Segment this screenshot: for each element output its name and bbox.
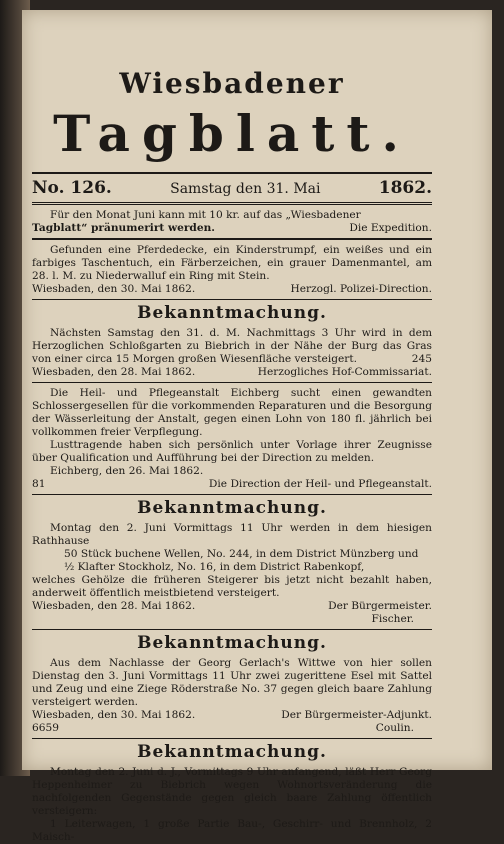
found-text: Gefunden eine Pferdedecke, ein Kinderstrumpf, ein weißes und ein farbiges Taschentuch, ein Färberzeichen, ein grauer Damenmantel, am 28. l. M. zu Niederwalluf ein Ring mit Stein. [32,244,432,282]
divider [32,299,432,300]
divider [32,382,432,383]
notice4-text: Montag den 2. Juni d. J., Vormittags 9 Uhr anfangend, läßt Herr Georg Heppenheimer zu Biebrich wegen Wohnortsveränderung die nachfolgenden Gegenstände gegen gleich baare Zahlung öffentlich versteigern: [32,766,432,817]
masthead-line2: Tagblatt. [53,104,411,163]
notice3-ref: 6659 [32,722,59,734]
notice1-sign: Herzogliches Hof-Commissariat. [257,366,432,378]
divider [32,494,432,495]
eichberg-notice [32,387,432,491]
notice3-text: Aus dem Nachlasse der Georg Gerlach's Wittwe von hier sollen Dienstag den 3. Juni Vormittags 11 Uhr zwei zugerittene Esel mit Sattel und Zeug und eine Ziege Röderstraße No. 37 gegen gleich baare Zahlung versteigert werden. [32,657,432,708]
notice1-place: Wiesbaden, den 28. Mai 1862. [32,366,196,378]
divider [32,238,432,240]
notice1-ref: 245 [411,353,432,365]
divider [32,738,432,739]
notice1-text: Nächsten Samstag den 31. d. M. Nachmittags 3 Uhr wird in dem Herzoglichen Schloßgarten zu Biebrich in der Nähe der Burg das Gras von einer circa 15 Morgen großen Wiesenfläche versteigert. [32,327,432,365]
subscription-notice [32,209,432,235]
found-place: Wiesbaden, den 30. Mai 1862. [32,283,196,295]
notice3-sign2: Coulin. [375,722,414,734]
subscription-line2: Tagblatt“ pränumerirt werden. [32,222,215,234]
found-sign: Herzogl. Polizei-Direction. [290,283,432,295]
notice2-sign2: Fischer. [371,613,414,625]
subscription-line1: Für den Monat Juni kann mit 10 kr. auf das „Wiesbadener [50,209,361,221]
notice2-place: Wiesbaden, den 28. Mai 1862. [32,600,196,612]
eichberg-ref: 81 [32,478,46,490]
notice2-heading: Bekanntmachung. [137,498,327,518]
page-content [32,64,432,844]
notice4 [32,766,432,844]
notice2-sign1: Der Bürgermeister. [328,600,432,612]
eichberg-text2: Lusttragende haben sich persönlich unter Vorlage ihrer Zeugnisse über Qualification und Aufführung bei der Direction zu melden. [32,439,432,464]
notice2-item1: 50 Stück buchene Wellen, No. 244, in dem District Münzberg und [64,548,419,560]
notice1 [32,327,432,379]
notice4-item: 1 Leiterwagen, 1 große Partie Bau-, Geschirr- und Brennholz, 2 Maisch- [32,818,432,843]
masthead-line1: Wiesbadener [119,67,345,100]
notice2-text: Montag den 2. Juni Vormittags 11 Uhr werden in dem hiesigen Rathhause [32,522,432,547]
notice3-sign1: Der Bürgermeister-Adjunkt. [281,709,432,721]
notice3-place: Wiesbaden, den 30. Mai 1862. [32,709,196,721]
notice2-item2: ½ Klafter Stockholz, No. 16, in dem District Rabenkopf, [64,561,365,573]
notice4-heading: Bekanntmachung. [137,742,327,762]
issue-number: No. 126. [32,178,112,198]
notice3 [32,657,432,735]
notice1-heading: Bekanntmachung. [137,303,327,323]
eichberg-sign: Die Direction der Heil- und Pflegeanstalt. [208,478,432,490]
eichberg-text1: Die Heil- und Pflegeanstalt Eichberg sucht einen gewandten Schlossergesellen für die vorkommenden Reparaturen und die Besorgung der Wässerleitung der Anstalt, gegen einen Lohn von 180 fl. jährlich bei vollkommen freier Verpflegung. [32,387,432,438]
issue-date: Samstag den 31. Mai [170,181,321,197]
subscription-sign: Die Expedition. [349,222,432,234]
issue-year: 1862. [378,178,432,198]
notice3-heading: Bekanntmachung. [137,633,327,653]
eichberg-place: Eichberg, den 26. Mai 1862. [50,465,204,477]
notice2-text2: welches Gehölze die früheren Steigerer bis jetzt nicht bezahlt haben, anderweit öffentlich meistbietend versteigert. [32,574,432,599]
divider [32,629,432,630]
issue-dateline [32,172,432,205]
notice2 [32,522,432,626]
newspaper-page [22,10,492,843]
found-notice [32,244,432,296]
